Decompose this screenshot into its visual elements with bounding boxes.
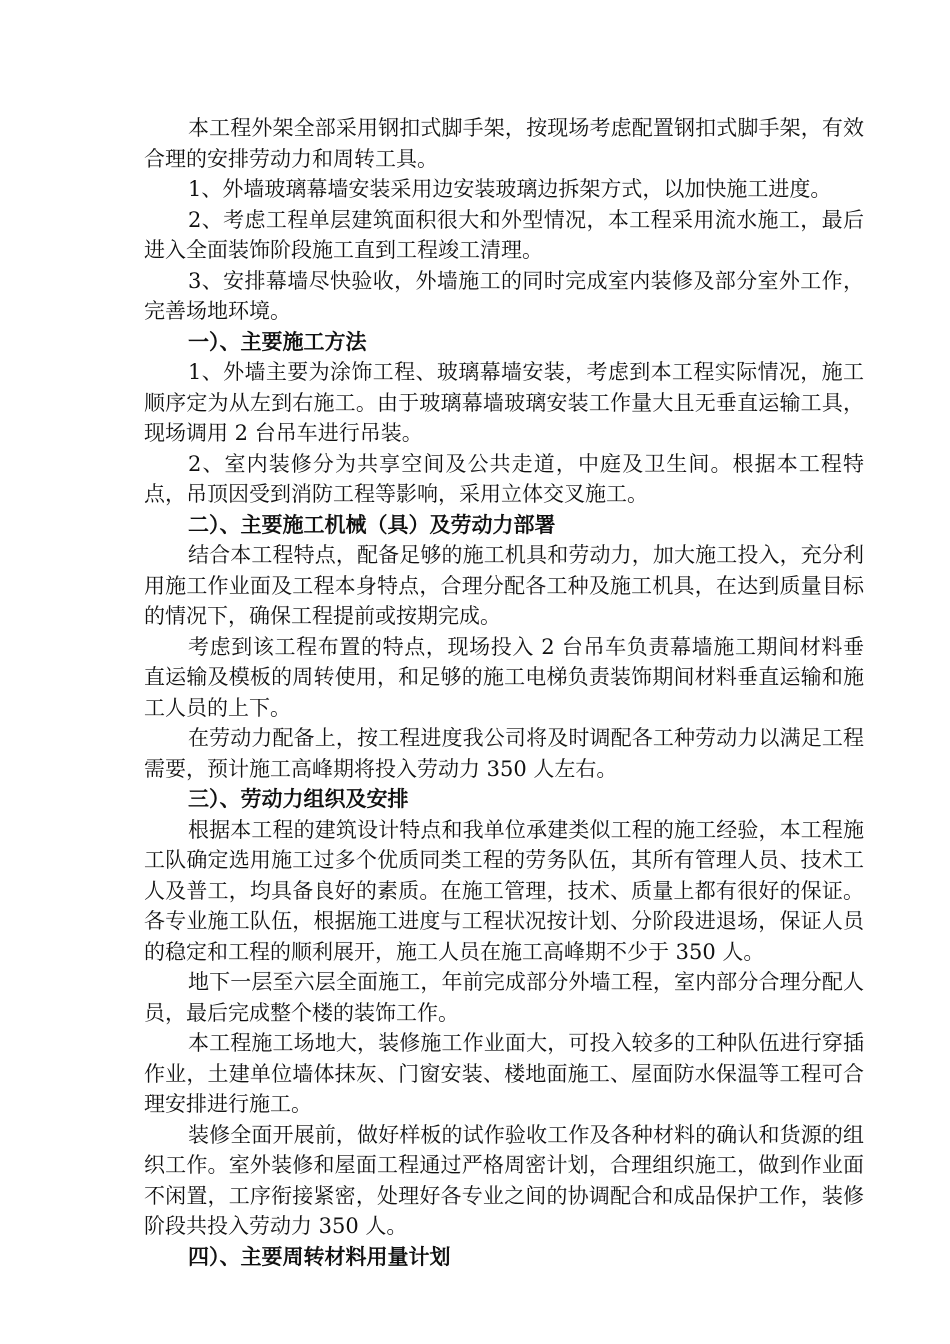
paragraph-machinery-1: 结合本工程特点，配备足够的施工机具和劳动力，加大施工投入，充分利用施工作业面及工程本身特点，合理分配各工种及施工机具，在达到质量目标的情况下，确保工程提前或按期完成。 [144,543,864,628]
paragraph-item-1: 1、外墙玻璃幕墙安装采用边安装玻璃边拆架方式，以加快施工进度。 [188,177,832,201]
section-heading-machinery: 二）、主要施工机械（具）及劳动力部署 [188,511,556,537]
paragraph-labor-1: 根据本工程的建筑设计特点和我单位承建类似工程的施工经验，本工程施工队确定选用施工过多个优质同类工程的劳务队伍，其所有管理人员、技术工人及普工，均具备良好的素质。在施工管理，技术、质量上都有很好的保证。各专业施工队伍，根据施工进度与工程状况按计划、分阶段进退场，保证人员的稳定和工程的顺利展开，施工人员在施工高峰期不少于 350 人。 [144,817,864,964]
paragraph-item-2: 2、考虑工程单层建筑面积很大和外型情况，本工程采用流水施工，最后进入全面装饰阶段施工直到工程竣工清理。 [144,207,864,262]
paragraph-labor-4: 装修全面开展前，做好样板的试作验收工作及各种材料的确认和货源的组织工作。室外装修和屋面工程通过严格周密计划，合理组织施工，做到作业面不闲置，工序衔接紧密，处理好各专业之间的协调配合和成品保护工作，装修阶段共投入劳动力 350 人。 [144,1122,864,1238]
paragraph-machinery-3: 在劳动力配备上，按工程进度我公司将及时调配各工种劳动力以满足工程需要，预计施工高峰期将投入劳动力 350 人左右。 [144,726,864,781]
paragraph-item-3: 3、安排幕墙尽快验收，外墙施工的同时完成室内装修及部分室外工作，完善场地环境。 [144,268,864,323]
section-heading-materials: 四）、主要周转材料用量计划 [188,1243,451,1269]
document-body [144,113,864,1272]
paragraph-labor-3: 本工程施工场地大，装修施工作业面大，可投入较多的工种队伍进行穿插作业，土建单位墙体抹灰、门窗安装、楼地面施工、屋面防水保温等工程可合理安排进行施工。 [144,1031,864,1116]
paragraph-labor-2: 地下一层至六层全面施工，年前完成部分外墙工程，室内部分合理分配人员，最后完成整个楼的装饰工作。 [144,970,864,1025]
paragraph-machinery-2: 考虑到该工程布置的特点，现场投入 2 台吊车负责幕墙施工期间材料垂直运输及模板的周转使用，和足够的施工电梯负责装饰期间材料垂直运输和施工人员的上下。 [144,634,864,720]
paragraph-method-2: 2、室内装修分为共享空间及公共走道，中庭及卫生间。根据本工程特点，吊顶因受到消防工程等影响，采用立体交叉施工。 [144,451,864,506]
paragraph-method-1: 1、外墙主要为涂饰工程、玻璃幕墙安装，考虑到本工程实际情况，施工顺序定为从左到右施工。由于玻璃幕墙玻璃安装工作量大且无垂直运输工具，现场调用 2 台吊车进行吊装。 [144,360,864,445]
section-heading-methods: 一）、主要施工方法 [188,328,367,354]
paragraph-intro: 本工程外架全部采用钢扣式脚手架，按现场考虑配置钢扣式脚手架，有效合理的安排劳动力和周转工具。 [144,116,864,171]
section-heading-labor: 三）、劳动力组织及安排 [188,786,409,811]
